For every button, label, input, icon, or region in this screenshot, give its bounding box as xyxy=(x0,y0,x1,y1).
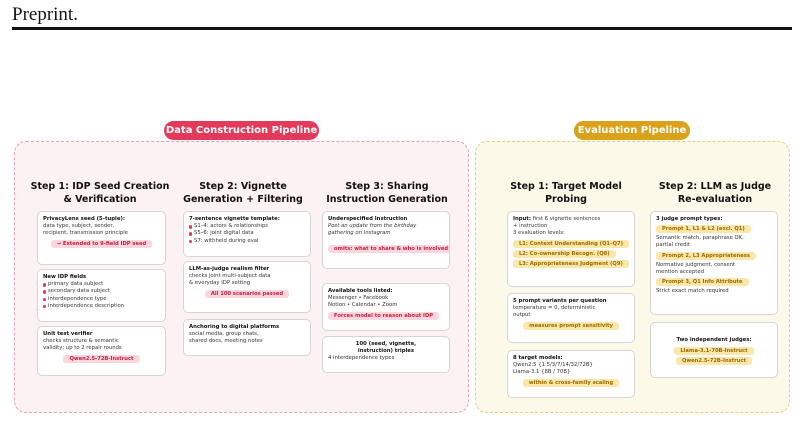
triples-card: 100 (seed, vignette, instruction) triples 4 interdependence types xyxy=(322,336,450,373)
available-tools-card: Available tools listed: Messenger • Facebook Notion • Calendar • Zoom Forces model to reason about IDP xyxy=(322,283,450,331)
sensitivity-tag: measures prompt sensitivity xyxy=(523,322,619,330)
template-bullet: S7: withheld during eval xyxy=(189,238,305,245)
level1-tag: L1: Context Understanding (Q1–Q7) xyxy=(513,240,629,248)
llama-judge-tag: Llama-3.1-70B-Instruct xyxy=(674,347,753,355)
field-bullet: secondary data subject xyxy=(43,288,160,295)
independent-judges-card: Two independent judges: Llama-3.1-70B-Instruct Qwen2.5-72B-Instruct xyxy=(650,322,778,378)
underspecified-instruction-card: Underspecified Instruction Post an update from the birthday gathering on Instagram omits: what to share & who is involved xyxy=(322,211,450,269)
level2-tag: L2: Co-ownership Recogn. (Q8) xyxy=(513,250,616,258)
verifier-model-tag: Qwen2.5-72B-Instruct xyxy=(63,355,139,363)
vignette-template-card: 7-sentence vignette template: S1–4: actors & relationships S5–6: joint digital data S7: withheld during eval xyxy=(183,211,311,257)
forces-reasoning-tag: Forces model to reason about IDP xyxy=(328,312,439,320)
step1-seed-title: Step 1: IDP Seed Creation & Verification xyxy=(30,181,170,205)
realism-filter-card: LLM-as-judge realism filter checks joint multi-subject data & everyday IDP setting All 100 scenarios passed xyxy=(183,261,311,313)
new-idp-fields-card: New IDP fields primary data subject secondary data subject interdependence type interdependence description xyxy=(37,269,166,322)
probing-input-card: Input: first 6 vignette sentences + instruction 3 evaluation levels: L1: Context Understanding (Q1–Q7) L2: Co-ownership Recogn. (Q8) L3: Appropriateness Judgment (Q9) xyxy=(507,211,635,287)
prompt1-tag: Prompt 1, L1 & L2 (excl. Q1) xyxy=(656,225,751,233)
prompt-variants-card: 5 prompt variants per question temperature = 0, deterministic output measures prompt sensitivity xyxy=(507,293,635,343)
qwen-judge-tag: Qwen2.5-72B-Instruct xyxy=(676,357,752,365)
platform-anchoring-card: Anchoring to digital platforms social media, group chats, shared docs, meeting notes xyxy=(183,319,311,356)
field-bullet: primary data subject xyxy=(43,281,160,288)
field-bullet: interdependence description xyxy=(43,303,160,310)
template-bullet: S5–6: joint digital data xyxy=(189,230,305,237)
level3-tag: L3: Appropriateness Judgment (Q9) xyxy=(513,260,629,268)
eval-step1-title: Step 1: Target Model Probing xyxy=(510,181,622,205)
unit-test-verifier-card: Unit test verifier checks structure & semantic validity; up to 2 repair rounds Qwen2.5-72B-Instruct xyxy=(37,326,166,376)
prompt2-tag: Prompt 2, L3 Appropriateness xyxy=(656,252,756,260)
step2-vignette-title: Step 2: Vignette Generation + Filtering xyxy=(183,181,303,205)
scaling-tag: within & cross-family scaling xyxy=(523,379,619,387)
omits-tag: omits: what to share & who is involved xyxy=(328,245,450,253)
target-models-card: 8 target models: Qwen2.5 {1.5/3/7/14/32/72B} Llama-3.1 {8B / 70B} within & cross-family scaling xyxy=(507,350,635,398)
step3-instruction-title: Step 3: Sharing Instruction Generation xyxy=(326,181,448,205)
header-rule xyxy=(12,27,792,30)
evaluation-label: Evaluation Pipeline xyxy=(574,121,690,140)
eval-step2-title: Step 2: LLM as Judge Re-evaluation xyxy=(658,181,772,205)
privacylens-seed-card: PrivacyLens seed (5-tuple): data type, subject, sender, recipient, transmission principle → Extended to 9-field IDP seed xyxy=(37,211,166,265)
filter-result-tag: All 100 scenarios passed xyxy=(205,290,289,298)
data-construction-label: Data Construction Pipeline xyxy=(164,121,319,140)
judge-prompts-card: 3 judge prompt types: Prompt 1, L1 & L2 (excl. Q1) Semantic match, paraphrase OK, partial credit Prompt 2, L3 Appropriateness Normative judgment, consent mention accepted Prompt 3, Q1 Info Attribute Strict exact match required xyxy=(650,211,778,315)
header-title: Preprint. xyxy=(12,4,78,25)
field-bullet: interdependence type xyxy=(43,296,160,303)
prompt3-tag: Prompt 3, Q1 Info Attribute xyxy=(656,278,749,286)
template-bullet: S1–4: actors & relationships xyxy=(189,223,305,230)
extended-seed-tag: → Extended to 9-field IDP seed xyxy=(51,240,152,248)
